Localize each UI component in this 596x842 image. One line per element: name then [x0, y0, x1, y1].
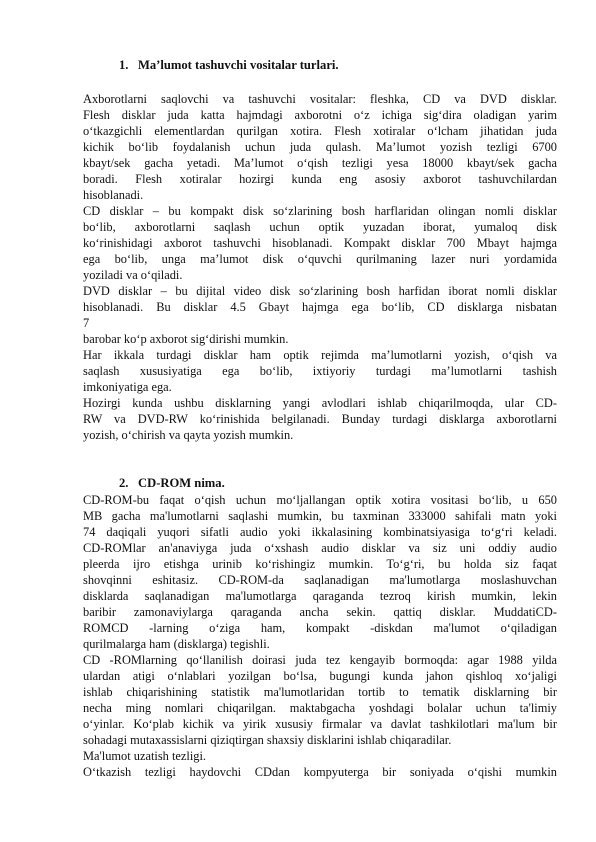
paragraph-line: ROMCD -larning o‘ziga ham, kompakt -diskdan ma'lumot o‘qiladigan [83, 621, 557, 635]
paragraph-line: 74 daqiqali yuqori sifatli audio yoki ikkalasining kombinatsiyasiga to‘g‘ri keladi. [83, 525, 557, 539]
paragraph-line: ulardan atigi o‘nlablari yozilgan bo‘lsa, bugungi kunda jahon qishloq xo‘jaligi [83, 669, 557, 683]
paragraph-line: O‘tkazish tezligi haydovchi CDdan kompyuterga bir soniyada o‘qishi mumkin [83, 765, 557, 779]
paragraph-line: Axborotlarni saqlovchi va tashuvchi vositalar: fleshka, CD va DVD disklar. [83, 92, 557, 106]
paragraph-line: ko‘rinishidagi axborot tashuvchi hisoblanadi. Kompakt disklar 700 Mbayt hajmga [83, 236, 557, 250]
section-1-number: 1. [119, 58, 129, 72]
paragraph-line: saqlash xususiyatiga ega bo‘lib, ixtiyoriy turdagi ma’lumotlarni tashish [83, 364, 557, 378]
paragraph-line: kichik bo‘lib foydalanish uchun juda qulash. Ma’lumot yozish tezligi 6700 [83, 140, 557, 154]
paragraph-line: Ma'lumot uzatish tezligi. [83, 749, 207, 763]
paragraph-line: yozish, o‘chirish va qayta yozish mumkin. [83, 428, 294, 442]
paragraph-line: CD-ROMlar an'anaviyga juda o‘xshash audio disklar va siz uni oddiy audio [83, 541, 557, 555]
paragraph-line: bo‘lib, axborotlarni saqlash uchun optik yuzadan iborat, yumaloq disk [83, 220, 557, 234]
paragraph-line: barobar ko‘p axborot sig‘dirishi mumkin. [83, 332, 289, 346]
paragraph-line: Hozirgi kunda ushbu disklarning yangi avlodlari ishlab chiqarilmoqda, ular CD- [83, 396, 557, 410]
section-2-heading [119, 475, 225, 491]
paragraph-line: baribir zamonaviylarga qaraganda ancha sekin. qattiq disklar. MuddatiCD- [83, 605, 557, 619]
paragraph-line: Har ikkala turdagi disklar ham optik rejimda ma’lumotlarni yozish, o‘qish va [83, 348, 557, 362]
paragraph-line: CD-ROM-bu faqat o‘qish uchun mo‘ljallangan optik xotira vositasi bo‘lib, u 650 [83, 493, 557, 507]
paragraph-line: boradi. Flesh xotiralar hozirgi kunda eng asosiy axborot tashuvchilardan [83, 172, 557, 186]
paragraph-line: CD disklar – bu kompakt disk so‘zlarining bosh harflaridan olingan nomli disklar [83, 204, 557, 218]
section-1-title: Ma’lumot tashuvchi vositalar turlari. [138, 58, 339, 72]
paragraph-line: shovqinni eshitasiz. CD-ROM-da saqlanadigan ma'lumotlarga moslashuvchan [83, 573, 557, 587]
paragraph-line: DVD disklar – bu dijital video disk so‘zlarining bosh harfidan iborat nomli disklar [83, 284, 557, 298]
paragraph-line: kbayt/sek gacha yetadi. Ma’lumot o‘qish tezligi yesa 18000 kbayt/sek gacha [83, 156, 557, 170]
paragraph-line: RW va DVD-RW ko‘rinishida belgilanadi. Bunday turdagi disklarga axborotlarni [83, 412, 557, 426]
paragraph-line: qurilmalarga ham (disklarga) tegishli. [83, 637, 270, 651]
paragraph-line: o‘yinlar. Ko‘plab kichik va yirik xususiy firmalar va davlat tashkilotlari ma'lum bir [83, 717, 557, 731]
paragraph-line: pleerda ijro etishga urinib ko‘rishingiz mumkin. To‘g‘ri, bu holda siz faqat [83, 557, 557, 571]
paragraph-line: Flesh disklar juda katta hajmdagi axborotni o‘z ichiga sig‘dira oladigan yarim [83, 108, 557, 122]
paragraph-line: MB gacha ma'lumotlarni saqlashi mumkin, bu taxminan 333000 sahifali matn yoki [83, 509, 557, 523]
section-2-title: CD-ROM nima. [138, 476, 225, 490]
paragraph-line: 7 [83, 316, 90, 330]
paragraph-line: yoziladi va o‘qiladi. [83, 268, 183, 282]
paragraph-line: hisoblanadi. Bu disklar 4.5 Gbayt hajmga ega bo‘lib, CD disklarga nisbatan [83, 300, 557, 314]
paragraph-line: hisoblanadi. [83, 188, 144, 202]
paragraph-line: necha ming nomlari chiqarilgan. maktabgacha yoshdagi bolalar uchun ta'limiy [83, 701, 557, 715]
section-2-number: 2. [119, 476, 129, 490]
paragraph-line: CD -ROMlarning qo‘llanilish doirasi juda tez kengayib bormoqda: agar 1988 yilda [83, 653, 557, 667]
paragraph-line: ega bo‘lib, unga ma’lumot disk o‘quvchi qurilmaning lazer nuri yordamida [83, 252, 557, 266]
paragraph-line: imkoniyatiga ega. [83, 380, 172, 394]
paragraph-line: sohadagi mutaxassislarni qiziqtirgan shaxsiy disklarini ishlab chiqaradilar. [83, 733, 452, 747]
section-1-heading [119, 57, 339, 73]
paragraph-line: ishlab chiqarishining statistik ma'lumotlaridan tortib to tematik disklarning bir [83, 685, 557, 699]
paragraph-line: disklarda saqlanadigan ma'lumotlarga qaraganda tezroq kirish mumkin, lekin [83, 589, 557, 603]
paragraph-line: o‘tkazgichli elementlardan qurilgan xotira. Flesh xotiralar o‘lcham jihatidan juda [83, 124, 557, 138]
